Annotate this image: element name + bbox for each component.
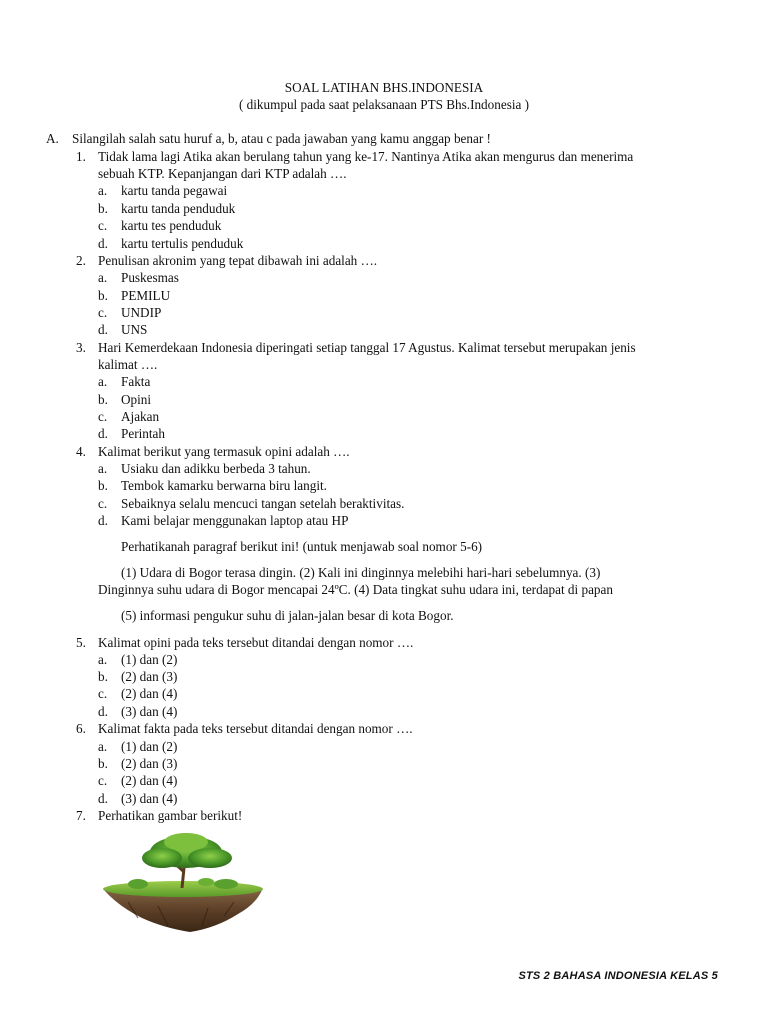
option-text: (2) dan (4) xyxy=(121,773,178,788)
option-text: kartu tanda penduduk xyxy=(121,201,236,216)
option-letter: d. xyxy=(98,513,108,528)
option-letter: a. xyxy=(98,461,108,476)
question-text: sebuah KTP. Kepanjangan dari KTP adalah …. xyxy=(98,166,347,181)
passage-line: (1) Udara di Bogor terasa dingin. (2) Kali ini dinginnya melebihi hari-hari sebelumnya. (3) xyxy=(121,565,601,580)
option-text: Ajakan xyxy=(121,409,160,424)
option-letter: d. xyxy=(98,791,108,806)
option-text: Fakta xyxy=(121,374,151,389)
option-text: (2) dan (3) xyxy=(121,669,178,684)
option-letter: a. xyxy=(98,739,108,754)
option-text: (3) dan (4) xyxy=(121,791,178,806)
section-instruction: Silangilah salah satu huruf a, b, atau c pada jawaban yang kamu anggap benar ! xyxy=(72,131,491,146)
option-text: Sebaiknya selalu mencuci tangan setelah beraktivitas. xyxy=(121,496,405,511)
question-number: 7. xyxy=(76,808,86,823)
page-title: SOAL LATIHAN BHS.INDONESIA xyxy=(284,80,484,95)
option-letter: b. xyxy=(98,201,108,216)
option-letter: c. xyxy=(98,496,108,511)
option-letter: d. xyxy=(98,236,108,251)
option-letter: c. xyxy=(98,218,108,233)
option-letter: a. xyxy=(98,270,108,285)
question-number: 6. xyxy=(76,721,86,736)
option-text: (1) dan (2) xyxy=(121,652,178,667)
option-letter: a. xyxy=(98,374,108,389)
option-text: (2) dan (3) xyxy=(121,756,178,771)
option-letter: c. xyxy=(98,305,108,320)
page-subtitle: ( dikumpul pada saat pelaksanaan PTS Bhs.Indonesia ) xyxy=(238,97,530,112)
question-text: Kalimat fakta pada teks tersebut ditandai dengan nomor …. xyxy=(98,721,413,736)
question-number: 2. xyxy=(76,253,86,268)
option-text: UNDIP xyxy=(121,305,162,320)
option-text: (2) dan (4) xyxy=(121,686,178,701)
option-text: PEMILU xyxy=(121,288,171,303)
question-number: 4. xyxy=(76,444,86,459)
option-letter: b. xyxy=(98,478,108,493)
option-text: Usiaku dan adikku berbeda 3 tahun. xyxy=(121,461,311,476)
option-letter: b. xyxy=(98,669,108,684)
option-letter: c. xyxy=(98,409,108,424)
passage-line: Dinginnya suhu udara di Bogor mencapai 24ºC. (4) Data tingkat suhu udara ini, terdapat di papan xyxy=(98,582,613,597)
option-letter: d. xyxy=(98,426,108,441)
option-letter: c. xyxy=(98,773,108,788)
section-letter: A. xyxy=(46,131,59,146)
question-number: 5. xyxy=(76,635,86,650)
option-letter: b. xyxy=(98,756,108,771)
option-text: Puskesmas xyxy=(121,270,179,285)
question-text: Kalimat berikut yang termasuk opini adalah …. xyxy=(98,444,350,459)
question-text: Kalimat opini pada teks tersebut ditandai dengan nomor …. xyxy=(98,635,414,650)
floating-island-tree-image xyxy=(98,832,268,934)
option-letter: b. xyxy=(98,392,108,407)
option-text: Tembok kamarku berwarna biru langit. xyxy=(121,478,327,493)
question-text: kalimat …. xyxy=(98,357,158,372)
option-letter: c. xyxy=(98,686,108,701)
question-text: Tidak lama lagi Atika akan berulang tahun yang ke-17. Nantinya Atika akan mengurus dan menerima xyxy=(98,149,634,164)
question-number: 3. xyxy=(76,340,86,355)
question-text: Perhatikan gambar berikut! xyxy=(98,808,243,823)
option-letter: a. xyxy=(98,183,108,198)
option-text: kartu tes penduduk xyxy=(121,218,222,233)
question-text: Penulisan akronim yang tepat dibawah ini adalah …. xyxy=(98,253,378,268)
question-number: 1. xyxy=(76,149,86,164)
passage-intro: Perhatikanah paragraf berikut ini! (untuk menjawab soal nomor 5-6) xyxy=(121,539,483,554)
question-text: Hari Kemerdekaan Indonesia diperingati setiap tanggal 17 Agustus. Kalimat tersebut merupakan jenis xyxy=(98,340,636,355)
option-text: Kami belajar menggunakan laptop atau HP xyxy=(121,513,349,528)
option-letter: d. xyxy=(98,704,108,719)
option-letter: d. xyxy=(98,322,108,337)
option-text: kartu tertulis penduduk xyxy=(121,236,244,251)
option-letter: a. xyxy=(98,652,108,667)
option-text: Perintah xyxy=(121,426,165,441)
option-text: kartu tanda pegawai xyxy=(121,183,228,198)
option-text: (3) dan (4) xyxy=(121,704,178,719)
passage-line: (5) informasi pengukur suhu di jalan-jalan besar di kota Bogor. xyxy=(121,608,454,623)
option-text: Opini xyxy=(121,392,152,407)
page-footer: STS 2 BAHASA INDONESIA KELAS 5 xyxy=(518,970,718,982)
option-text: UNS xyxy=(121,322,148,337)
option-text: (1) dan (2) xyxy=(121,739,178,754)
option-letter: b. xyxy=(98,288,108,303)
